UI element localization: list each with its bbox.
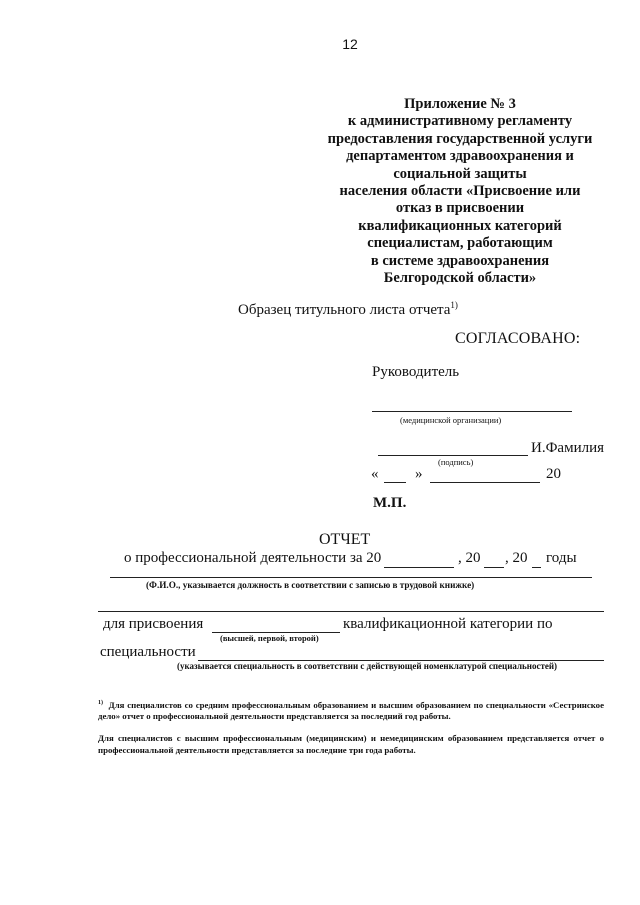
- stamp-label: М.П.: [373, 495, 407, 511]
- specialty-caption: (указывается специальность в соответствии с действующей номенклатурой специальностей): [177, 661, 558, 671]
- agreed-label: СОГЛАСОВАНО:: [455, 330, 581, 347]
- category-caption: (высшей, первой, второй): [220, 633, 319, 643]
- report-title: ОТЧЕТ: [319, 531, 371, 548]
- blank-line: [98, 611, 604, 612]
- sample-title: [238, 300, 458, 319]
- year3-line: [532, 567, 541, 568]
- date-open-quote: «: [371, 466, 379, 482]
- specialty-label: специальности: [100, 644, 196, 660]
- signature-caption: (подпись): [438, 457, 474, 467]
- date-day-line: [384, 482, 406, 483]
- footnote-1: [98, 698, 604, 723]
- appendix-line: специалистам, работающим: [367, 235, 553, 252]
- head-label: Руководитель: [372, 364, 460, 380]
- year2-line: [484, 567, 504, 568]
- footnote-mark: 1): [98, 700, 103, 706]
- date-month-line: [430, 482, 540, 483]
- assign-suffix: квалификационной категории по: [343, 616, 553, 632]
- date-close-quote: »: [415, 466, 423, 482]
- fio-caption: (Ф.И.О., указывается должность в соответствии с записью в трудовой книжке): [146, 580, 475, 590]
- appendix-line: в системе здравоохранения: [370, 252, 550, 269]
- appendix-line: к административному регламенту: [347, 113, 573, 130]
- appendix-line: квалификационных категорий: [358, 217, 562, 234]
- appendix-line: Белгородской области»: [383, 270, 537, 287]
- appendix-line: отказ в присвоении: [395, 200, 525, 217]
- appendix-line: социальной защиты: [393, 165, 527, 182]
- year1-line: [384, 567, 454, 568]
- report-period-mid1: , 20: [458, 550, 481, 566]
- appendix-header: [280, 96, 640, 287]
- org-caption: (медицинской организации): [400, 415, 502, 425]
- org-signature-line: [372, 411, 572, 412]
- footnote-2: Для специалистов с высшим профессиональным (медицинским) и немедицинским образованием представляется отчет о профессиональной деятельности представляется за последние три года работы.: [98, 733, 604, 755]
- page-number: 12: [342, 36, 358, 52]
- signature-line: [378, 455, 528, 456]
- appendix-line: Приложение № 3: [404, 96, 516, 112]
- footnote-mark: 1): [450, 300, 458, 310]
- date-year-prefix: 20: [546, 466, 561, 482]
- appendix-line: населения области «Присвоение или: [339, 183, 581, 200]
- report-period-mid2: , 20: [505, 550, 528, 566]
- footnote-1-text: Для специалистов со средним профессиональным образованием и высшим образованием по специальности «Сестринское дело» отчет о профессиональной деятельности представляется за последний год работы.: [98, 699, 604, 722]
- signer-name: И.Фамилия: [531, 440, 605, 456]
- assign-prefix: для присвоения: [103, 616, 204, 632]
- appendix-line: департаментом здравоохранения и: [346, 148, 574, 165]
- appendix-line: предоставления государственной услуги: [327, 130, 593, 147]
- report-period-prefix: о профессиональной деятельности за 20: [124, 550, 382, 566]
- fio-line: [110, 577, 592, 578]
- report-period-suffix: годы: [546, 550, 577, 566]
- sample-title-text: Образец титульного листа отчета: [238, 302, 451, 318]
